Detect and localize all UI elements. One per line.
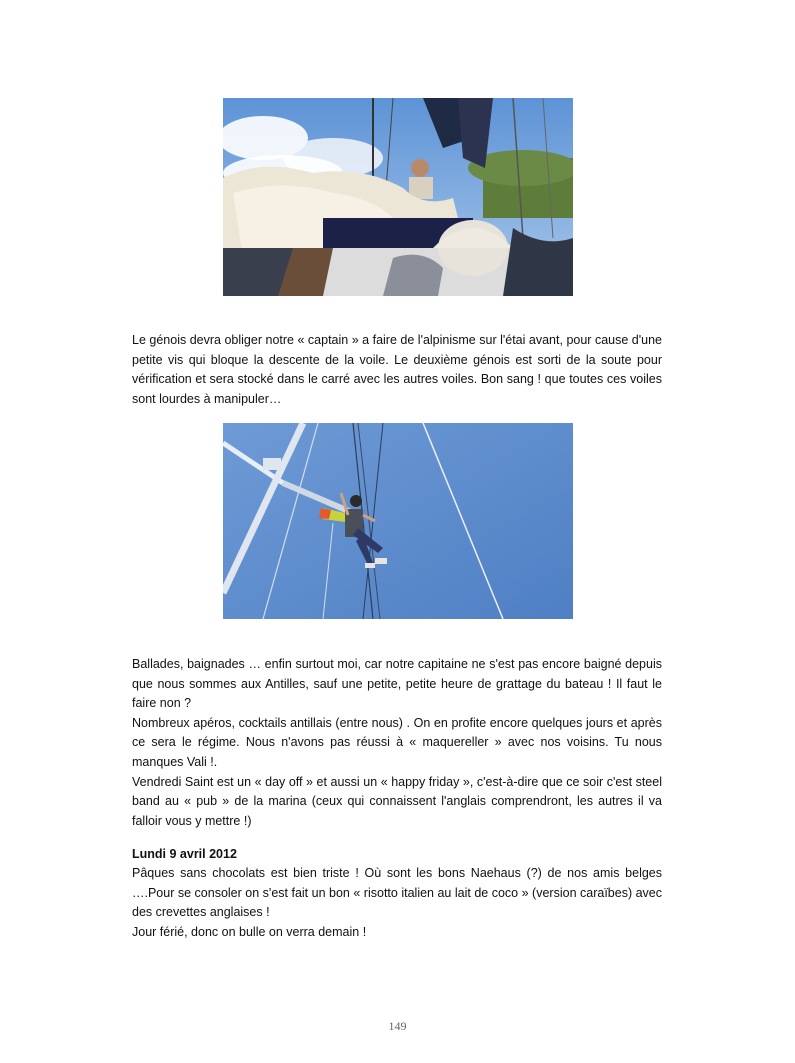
paragraph-line: Ballades, baignades … enfin surtout moi, car notre capitaine ne s'est pas encore baigné depuis que nous sommes aux Antilles, sauf une petite, petite heure de grattage du bateau ! Il faut le faire non ?: [132, 657, 662, 711]
paragraph-ballades: [132, 655, 662, 831]
paragraph-line: Jour férié, donc on bulle on verra demain !: [132, 924, 367, 939]
paragraph-genoa: [132, 331, 662, 409]
date-heading: Lundi 9 avril 2012: [132, 847, 237, 861]
page-number: 149: [388, 1019, 407, 1033]
paragraph-line: Nombreux apéros, cocktails antillais (entre nous) . On en profite encore quelques jours et après ce sera le régime. Nous n'avons pas réussi à « maquereller » avec nos voisins. Tu nous manques Vali !.: [132, 715, 662, 769]
mast-climb-photo: [223, 423, 573, 619]
paragraph-line: Le génois devra obliger notre « captain » a faire de l'alpinisme sur l'étai avant, pour cause d'une petite vis qui bloque la descente de la voile. Le deuxième génois est sorti de la soute pour vérification et sera stocké dans le carré avec les autres voiles. Bon sang ! que toutes ces voiles sont lourdes à manipuler…: [132, 333, 662, 406]
paragraph-line: Vendredi Saint est un « day off » et aussi un « happy friday », c'est-à-dire que ce soir c'est steel band au « pub » de la marina (ceux qui connaissent l'anglais comprendront, les autres il va falloir vous y mettre !): [132, 774, 662, 828]
paragraph-paques: [132, 864, 662, 942]
sailboat-deck-photo: [223, 98, 573, 296]
paragraph-line: Pâques sans chocolats est bien triste ! Où sont les bons Naehaus (?) de nos amis belges ….Pour se consoler on s'est fait un bon « risotto italien au lait de coco » (version caraïbes) avec des crevettes anglaises !: [132, 866, 662, 920]
